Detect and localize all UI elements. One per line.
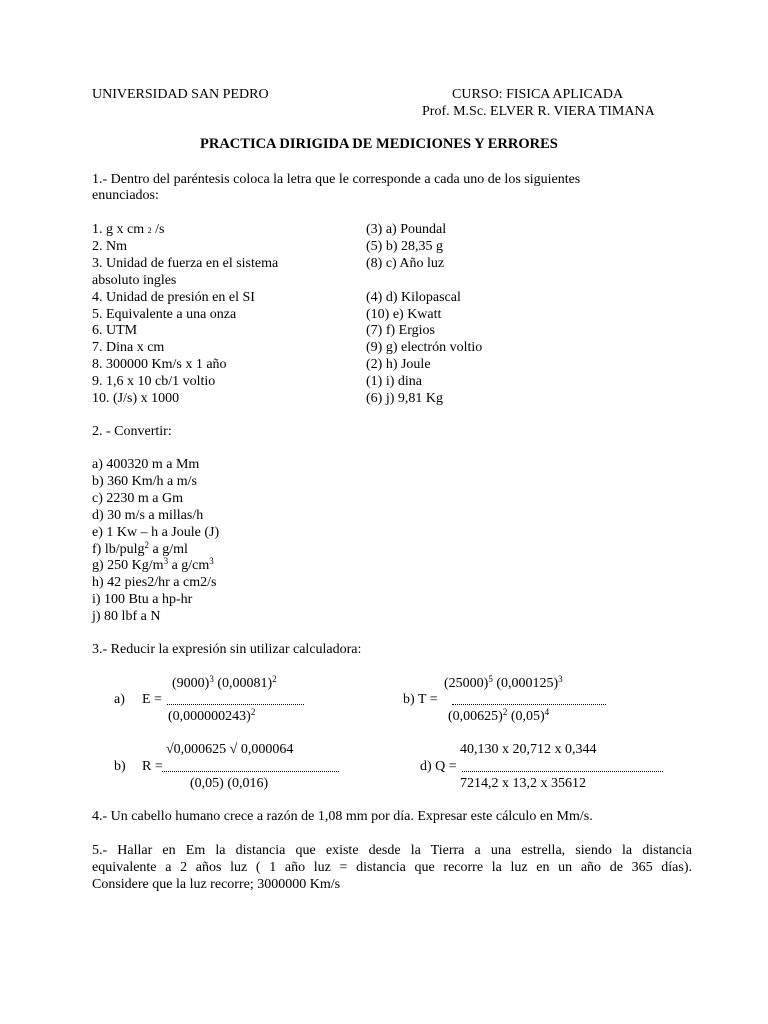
q1-right-item: (10) e) Kwatt bbox=[366, 307, 442, 322]
q1-right-item: (8) c) Año luz bbox=[366, 256, 445, 271]
q1-left-item: absoluto ingles bbox=[92, 273, 177, 288]
q2-item: i) 100 Btu a hp-hr bbox=[92, 592, 193, 607]
expr-q-label: d) Q = bbox=[420, 759, 457, 774]
expr-r-label: b) bbox=[114, 759, 126, 774]
q1-left-item: 5. Equivalente a una onza bbox=[92, 307, 237, 322]
q2-item: h) 42 pies2/hr a cm2/s bbox=[92, 575, 217, 590]
page-title: PRACTICA DIRIGIDA DE MEDICIONES Y ERRORES bbox=[200, 136, 558, 152]
q1-left-item: 10. (J/s) x 1000 bbox=[92, 391, 180, 406]
q1-left-item: 6. UTM bbox=[92, 323, 138, 338]
professor-name: Prof. M.Sc. ELVER R. VIERA TIMANA bbox=[422, 104, 655, 119]
expr-e-label: a) bbox=[114, 692, 125, 707]
course-name: CURSO: FISICA APLICADA bbox=[452, 87, 624, 102]
q5-line3: Considere que la luz recorre; 3000000 Km/s bbox=[92, 877, 341, 892]
q1-left-item: 1. g x cm 2 /s bbox=[92, 222, 165, 237]
expr-q-numerator: 40,130 x 20,712 x 0,344 bbox=[460, 742, 597, 757]
expr-t-denominator: $(0,00625)^2$ $(0,05)^4$ bbox=[448, 707, 550, 724]
q5-line1: 5.- Hallar en Em la distancia que existe desde la Tierra a una estrella, siendo la distancia bbox=[92, 843, 692, 858]
q1-right-item: (6) j) 9,81 Kg bbox=[366, 391, 443, 406]
expr-e-numerator: $(9000)^3$ $(0,00081)^2$ bbox=[172, 674, 277, 691]
expr-e-denominator: $(0,000000243)^2$ bbox=[168, 707, 256, 724]
q2-item: a) 400320 m a Mm bbox=[92, 457, 200, 472]
q1-left-item: 8. 300000 Km/s x 1 año bbox=[92, 357, 227, 372]
q1-right-item: (7) f) Ergios bbox=[366, 323, 435, 338]
q1-left-item: 4. Unidad de presión en el SI bbox=[92, 290, 255, 305]
q1-right-item: (3) a) Poundal bbox=[366, 222, 447, 237]
expr-q-denominator: 7214,2 x 13,2 x 35612 bbox=[460, 776, 586, 791]
q2-item: c) 2230 m a Gm bbox=[92, 491, 183, 506]
q2-item: j) 80 lbf a N bbox=[92, 609, 161, 624]
q2-item: d) 30 m/s a millas/h bbox=[92, 508, 204, 523]
expr-q-fraction-line bbox=[462, 771, 663, 772]
expr-r-denominator: (0,05) (0,016) bbox=[190, 776, 269, 791]
expr-t-numerator: $(25000)^5$ $(0,000125)^3$ bbox=[444, 674, 563, 691]
q1-left-item: 7. Dina x cm bbox=[92, 340, 165, 355]
q2-item: g) 250 $Kg/m^3$ a $g/cm^3$ bbox=[92, 556, 214, 573]
q1-right-item: (5) b) 28,35 g bbox=[366, 239, 443, 254]
expr-e-variable: E = bbox=[142, 692, 162, 707]
expr-r-numerator: √0,000625 √ 0,000064 bbox=[166, 742, 294, 757]
q1-left-item: 3. Unidad de fuerza en el sistema bbox=[92, 256, 279, 271]
q1-left-item: 9. 1,6 x 10 cb/1 voltio bbox=[92, 374, 216, 389]
q1-right-item: (2) h) Joule bbox=[366, 357, 431, 372]
q1-right-item: (1) i) dina bbox=[366, 374, 422, 389]
q2-item: f) lb/pulg$^2$ a g/ml bbox=[92, 540, 188, 557]
q2-item: e) 1 Kw – h a Joule (J) bbox=[92, 525, 220, 540]
expr-r-fraction-line bbox=[162, 771, 339, 772]
q1-left-item: 2. Nm bbox=[92, 239, 127, 254]
q1-prompt-line2: enunciados: bbox=[92, 188, 159, 203]
q1-prompt-line1: 1.- Dentro del paréntesis coloca la letra que le corresponde a cada uno de los siguientes bbox=[92, 172, 581, 187]
expr-e-fraction-line bbox=[167, 704, 304, 705]
q2-prompt: 2. - Convertir: bbox=[92, 424, 172, 439]
q1-right-item: (4) d) Kilopascal bbox=[366, 290, 461, 305]
expr-t-fraction-line bbox=[452, 704, 606, 705]
q2-item: b) 360 Km/h a m/s bbox=[92, 474, 197, 489]
q4-text: 4.- Un cabello humano crece a razón de 1,08 mm por día. Expresar este cálculo en Mm/s. bbox=[92, 809, 593, 824]
q5-line2: equivalente a 2 años luz ( 1 año luz = distancia que recorre la luz en un año de 365 días). bbox=[92, 860, 692, 875]
university-name: UNIVERSIDAD SAN PEDRO bbox=[92, 87, 269, 102]
q3-prompt: 3.- Reducir la expresión sin utilizar calculadora: bbox=[92, 642, 362, 657]
expr-r-variable: R = bbox=[142, 759, 163, 774]
q1-right-item: (9) g) electrón voltio bbox=[366, 340, 483, 355]
expr-t-label: b) T = bbox=[403, 692, 438, 707]
